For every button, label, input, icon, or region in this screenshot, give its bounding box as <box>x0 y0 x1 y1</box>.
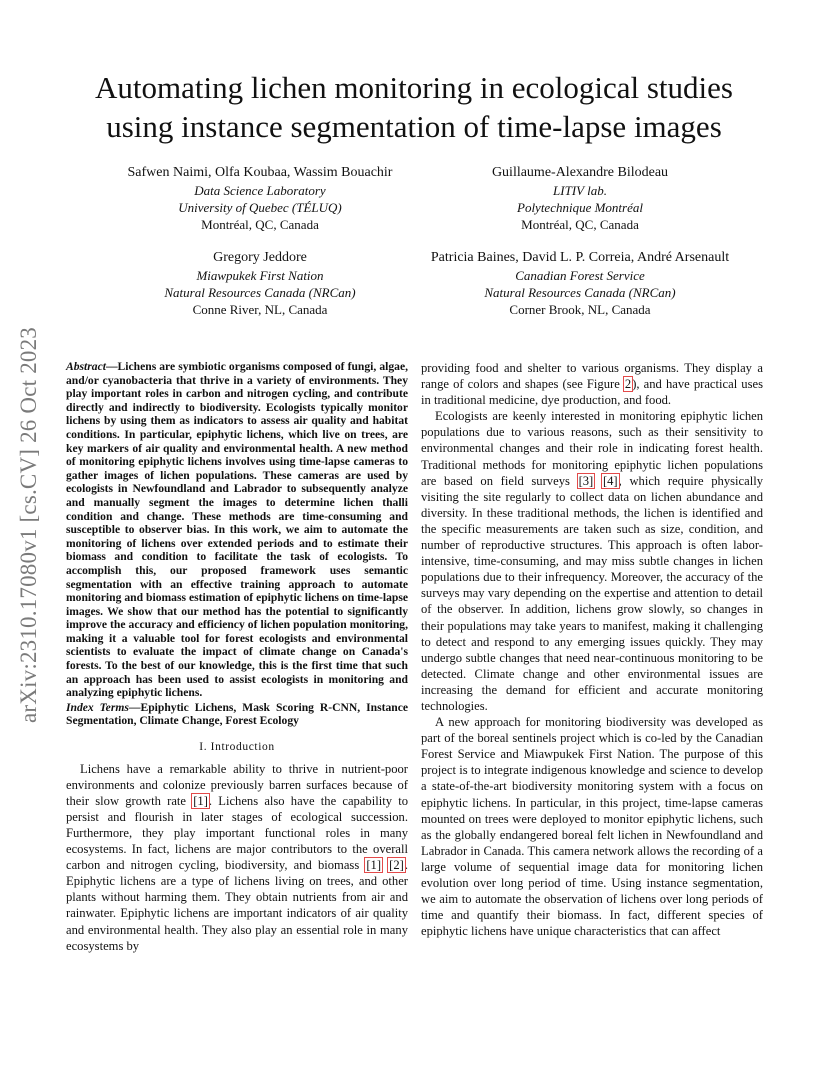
right-column <box>421 360 763 939</box>
author-location: Montréal, QC, Canada <box>201 217 319 232</box>
figure-reference-link[interactable]: 2 <box>624 377 632 392</box>
citation-link[interactable]: [1] <box>193 793 208 808</box>
author-names: Patricia Baines, David L. P. Correia, André Arsenault <box>430 250 730 265</box>
text-run: providing food and shelter to various organisms. They display a range of colors and shapes (see Figure <box>421 361 763 392</box>
section-heading: I. Introduction <box>199 741 275 754</box>
author-names: Gregory Jeddore <box>213 250 307 265</box>
index-terms-label: Index Terms <box>66 700 129 714</box>
index-terms <box>66 701 408 728</box>
text-run: , which require physically visiting the site regularly to collect data on lichen abundance and diversity. In these traditional methods, the lichen is identified and the specific measurements are taken such as size, condition, and number of reproductive structures. This approach is often labor-intensive, time-consuming, and may miss subtle changes in lichen populations due to their infrequency. Moreover, the accuracy of the surveys may vary depending on the expertise and attention to detail of the observer. In addition, lichens grow slowly, so changes in their populations may take years to manifest, making it challenging to detect and respond to any emerging issues quickly. They may undergo subtle changes that need near-continuous monitoring to be detected. Climate change and other environmental issues are increasing the demand for efficient and accurate monitoring technologies. <box>421 473 763 713</box>
citation-link[interactable]: [1] <box>366 858 382 873</box>
index-terms-text: —Epiphytic Lichens, Mask Scoring R-CNN, Instance Segmentation, Climate Change, Forest Ecology <box>66 700 408 728</box>
text-run: Ecologists are keenly interested in monitoring epiphytic lichen populations due to various reasons, such as their sensitivity to environmental changes and their role in indicating forest health. Traditional methods for monitoring epiphytic lichen populations are based on field surveys <box>421 409 763 488</box>
abstract <box>66 360 408 700</box>
author-location: Conne River, NL, Canada <box>192 302 328 317</box>
text-run: ), and have practical uses in traditional medicine, dye production, and food. <box>421 377 763 408</box>
author-location: Corner Brook, NL, Canada <box>509 302 651 317</box>
author-affiliation: LITIV lab. <box>553 183 607 198</box>
arxiv-identifier-stamp <box>14 290 44 760</box>
author-affiliation: Data Science Laboratory <box>194 183 326 198</box>
body-paragraph <box>421 360 763 408</box>
body-paragraph <box>421 408 763 714</box>
citation-link[interactable]: [3] <box>578 473 594 488</box>
author-location: Montréal, QC, Canada <box>521 217 639 232</box>
author-block-4 <box>405 248 755 318</box>
author-names: Guillaume-Alexandre Bilodeau <box>491 165 669 180</box>
author-affiliation: Miawpukek First Nation <box>196 268 324 283</box>
author-block-3 <box>110 248 410 318</box>
author-affiliation: Natural Resources Canada (NRCan) <box>164 285 356 300</box>
title-line-1: Automating lichen monitoring in ecological studies <box>95 70 733 105</box>
abstract-label: Abstract <box>66 360 106 373</box>
author-block-1 <box>110 163 410 233</box>
author-affiliation: Polytechnique Montréal <box>517 200 643 215</box>
arxiv-stamp-text: arXiv:2310.17080v1 [cs.CV] 26 Oct 2023 <box>16 327 41 723</box>
author-affiliation: Canadian Forest Service <box>515 268 645 283</box>
paper-title <box>60 68 768 146</box>
text-run: . Lichens also have the capability to persist and flourish in later stages of ecological succession. Furthermore, they play important functional roles in many ecosystems. In fact, lichens are major contributors to the overall carbon and nitrogen cycling, biodiversity, and biomass <box>66 793 408 873</box>
intro-paragraph <box>66 761 408 954</box>
author-affiliation: University of Quebec (TÉLUQ) <box>178 200 342 215</box>
abstract-text: —Lichens are symbiotic organisms composed of fungi, algae, and/or cyanobacteria that thrive in a variety of environments. They play important roles in carbon and nitrogen cycling, and contribute directly and indirectly to biodiversity. Ecologists typically monitor lichens by using them as indicators to assess air quality and habitat conditions. In particular, epiphytic lichens, which live on trees, are key markers of air quality and environmental health. A new method of monitoring epiphytic lichens involves using time-lapse cameras to gather images of lichen populations. These cameras are used by ecologists in Newfoundland and Labrador to subsequently analyze and manually segment the images to determine lichen thalli condition and change. These methods are time-consuming and susceptible to observer bias. In this work, we aim to automate the monitoring of lichens over extended periods and to estimate their biomass and condition to facilitate the task of ecologists. To accomplish this, our proposed framework uses semantic segmentation with an effective training approach to automate monitoring and biomass estimation of epiphytic lichens on time-lapse images. We show that our method has the potential to significantly improve the accuracy and efficiency of lichen population monitoring, making it a valuable tool for forest ecologists and environmental scientists to evaluate the impact of climate change on Canada's forests. To the best of our knowledge, this is the first time that such an approach has been used to assist ecologists in monitoring and analyzing epiphytic lichens. <box>66 360 408 700</box>
title-line-2: using instance segmentation of time-lapse images <box>106 109 722 144</box>
author-affiliation: Natural Resources Canada (NRCan) <box>484 285 676 300</box>
body-paragraph: A new approach for monitoring biodiversity was developed as part of the boreal sentinels project which is co-led by the Canadian Forest Service and Miawpukek First Nation. The purpose of this project is to integrate indigenous knowledge and science to develop a state-of-the-art biodiversity monitoring system with a focus on epiphytic lichens. In particular, in this project, time-lapse cameras mounted on trees were deployed to monitor epiphytic lichens, such as the globally endangered boreal felt lichen in Newfoundland and Labrador in Canada. This camera network allows the recording of a large volume of sequential image data for monitoring lichen evolution over long period of time. Using instance segmentation, we aim to automate the observation of lichens over long periods of time and quantify their biomass. In fact, different species of epiphytic lichens have unique characteristics that can affect <box>421 715 763 939</box>
text-run: . Epiphytic lichens are a type of lichens living on trees, and other plants without harming them. They obtain nutrients from air and rainwater. Epiphytic lichens are important indicators of air quality and environmental health. They also play an essential role in many ecosystems by <box>66 858 408 953</box>
text-run: Lichens have a remarkable ability to thrive in nutrient-poor environments and colonize previously barren surfaces because of their slow growth rate <box>66 761 408 808</box>
left-column <box>66 360 408 954</box>
author-block-2 <box>430 163 730 233</box>
citation-link[interactable]: [4] <box>602 473 618 488</box>
citation-link[interactable]: [2] <box>389 858 404 873</box>
author-names: Safwen Naimi, Olfa Koubaa, Wassim Bouachir <box>127 165 393 180</box>
